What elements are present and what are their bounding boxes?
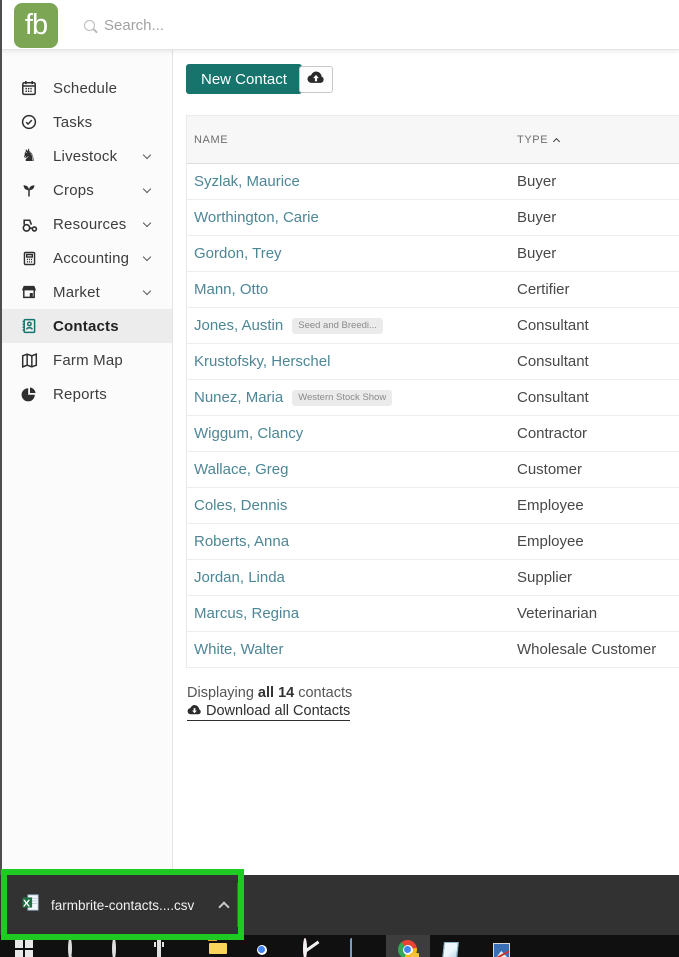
chevron-down-icon [143,219,151,227]
sidebar-item-label: Resources [53,215,127,233]
sidebar-item-contacts[interactable] [0,309,172,343]
table-header-row [187,116,679,164]
top-bar [0,0,679,50]
sidebar-item-livestock[interactable] [0,139,172,173]
table-row [187,452,679,488]
table-row [187,236,679,272]
calculator-icon[interactable] [350,940,370,957]
chrome-active-icon[interactable] [398,940,418,957]
table-row [187,524,679,560]
contact-name-link[interactable]: Jordan, Linda [194,569,285,586]
sidebar-item-schedule[interactable] [0,71,172,105]
contact-type: Buyer [517,245,557,262]
market-icon [20,283,38,301]
contact-type: Employee [517,497,584,514]
start-button-icon[interactable] [15,940,35,957]
cloud-download-icon [187,703,202,719]
sidebar-item-label: Livestock [53,147,118,165]
sidebar-item-label: Tasks [53,113,93,131]
column-header-type-label: TYPE [517,133,549,146]
reports-icon [20,385,38,403]
downloaded-filename: farmbrite-contacts....csv [51,897,195,913]
sidebar-nav [0,50,173,875]
table-row [187,632,679,668]
chevron-down-icon [143,287,151,295]
contact-name-link[interactable]: Coles, Dennis [194,497,288,514]
contact-name-link[interactable]: Wiggum, Clancy [194,425,304,442]
contact-name-link[interactable]: White, Walter [194,641,284,658]
contact-type: Contractor [517,425,588,442]
chrome-icon[interactable] [252,940,272,957]
contact-name-link[interactable]: Marcus, Regina [194,605,300,622]
contact-type: Wholesale Customer [517,641,657,658]
contact-name-link[interactable]: Worthington, Carie [194,209,319,226]
sidebar-item-label: Reports [53,385,107,403]
table-row [187,308,679,344]
contact-type: Buyer [517,173,557,190]
contact-tag-badge: Western Stock Show [292,390,392,406]
contact-type: Consultant [517,317,589,334]
chevron-down-icon [143,151,151,159]
sidebar-item-label: Accounting [53,249,130,267]
download-all-contacts-label: Download all Contacts [206,703,351,719]
table-row [187,416,679,452]
contact-type: Customer [517,461,583,478]
contact-name-link[interactable]: Roberts, Anna [194,533,290,550]
accounting-icon [20,249,38,267]
contact-type: Supplier [517,569,573,586]
notepad-icon[interactable] [443,940,463,957]
new-contact-button[interactable]: New Contact [186,64,302,94]
sidebar-item-label: Contacts [53,317,119,335]
resources-icon [20,215,38,233]
sidebar-item-crops[interactable] [0,173,172,207]
calendar-icon [20,79,38,97]
contact-tag-badge: Seed and Breedi... [292,318,383,334]
chevron-up-icon[interactable] [219,901,230,912]
contact-name-link[interactable]: Krustofsky, Herschel [194,353,331,370]
column-header-name[interactable]: NAME [194,133,229,146]
crops-icon [20,181,38,199]
downloaded-file-chip[interactable] [12,887,238,923]
column-header-type[interactable] [517,134,679,146]
window-edge [0,0,2,875]
task-view-icon[interactable] [157,940,177,957]
contact-name-link[interactable]: Gordon, Trey [194,245,282,262]
excel-file-icon [22,894,39,916]
livestock-icon: ♞ [21,145,37,166]
sidebar-item-market[interactable] [0,275,172,309]
search-icon [84,20,95,31]
download-all-contacts-link[interactable] [187,703,350,721]
contact-type: Certifier [517,281,570,298]
contact-type: Veterinarian [517,605,598,622]
import-contacts-button[interactable] [299,66,333,93]
results-count: Displaying all 14 contacts [187,685,353,701]
table-row [187,164,679,200]
sidebar-item-tasks[interactable] [0,105,172,139]
table-row [187,344,679,380]
table-row [187,596,679,632]
tasks-icon [20,113,38,131]
contact-type: Buyer [517,209,557,226]
chevron-down-icon [143,253,151,261]
sidebar-item-farm-map[interactable] [0,343,172,377]
search-taskbar-icon[interactable] [68,940,88,957]
contact-name-link[interactable]: Jones, Austin [194,317,284,334]
contact-name-link[interactable]: Nunez, Maria [194,389,284,406]
cortana-icon[interactable] [112,940,132,957]
contact-type: Consultant [517,353,589,370]
contacts-icon [20,317,38,335]
table-row [187,380,679,416]
table-row [187,488,679,524]
table-row [187,272,679,308]
shelf-divider [237,883,238,927]
browser-download-shelf [0,875,679,935]
contact-type: Consultant [517,389,589,406]
contacts-table [186,115,679,668]
media-blocked-icon[interactable] [303,940,323,957]
search-input[interactable] [104,17,284,34]
global-search [84,10,284,40]
table-row [187,200,679,236]
sidebar-item-label: Crops [53,181,95,199]
sidebar-item-label: Market [53,283,101,301]
cloud-upload-icon [307,70,325,89]
table-row [187,560,679,596]
sort-ascending-icon [553,137,560,144]
sidebar-item-reports[interactable] [0,377,172,411]
contact-name-link[interactable]: Syzlak, Maurice [194,173,300,190]
contacts-page [174,51,679,875]
sidebar-item-label: Schedule [53,79,118,97]
paint-icon[interactable] [493,940,513,957]
farmbrite-logo[interactable]: fb [14,3,58,48]
chevron-down-icon [143,185,151,193]
farm-map-icon [20,351,38,369]
file-explorer-icon[interactable] [208,940,228,957]
contact-name-link[interactable]: Mann, Otto [194,281,269,298]
sidebar-item-accounting[interactable] [0,241,172,275]
contact-type: Employee [517,533,584,550]
windows-taskbar [0,935,679,957]
sidebar-item-resources[interactable] [0,207,172,241]
contact-name-link[interactable]: Wallace, Greg [194,461,289,478]
sidebar-item-label: Farm Map [53,351,123,369]
